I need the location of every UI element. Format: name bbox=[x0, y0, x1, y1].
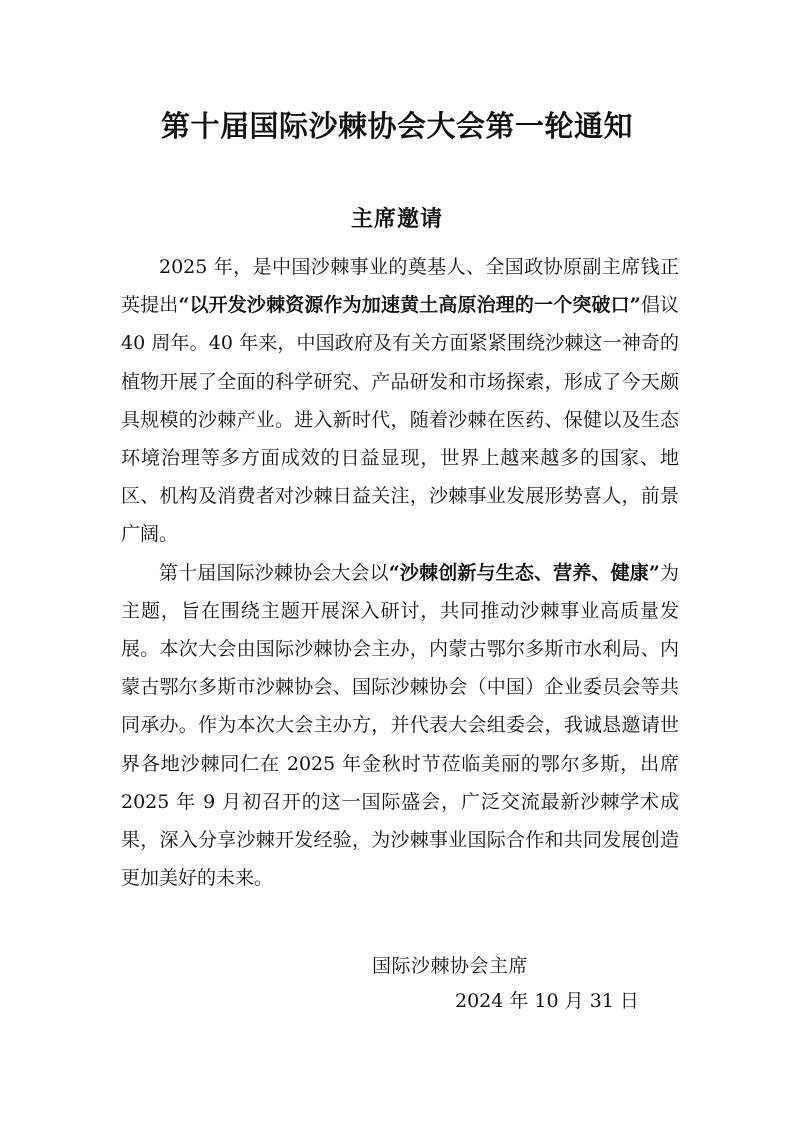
paragraph-2-text-after: 为主题，旨在围绕主题开展深入研讨，共同推动沙棘事业高质量发展。本次大会由国际沙棘协会主办，内蒙古鄂尔多斯市水利局、内蒙古鄂尔多斯市沙棘协会、国际沙棘协会（中国）企业委员会等共同承办。作为本次大会主办方，并代表大会组委会，我诚恳邀请世界各地沙棘同仁在 2025 年金秋时节莅临美丽的鄂尔多斯，出席 2025 年 9 月初召开的这一国际盛会，广泛交流最新沙棘学术成果，深入分享沙棘开发经验，为沙棘事业国际合作和共同发展创造更加美好的未来。 bbox=[121, 561, 679, 890]
signature: 国际沙棘协会主席 bbox=[372, 955, 529, 977]
paragraph-2-emphasis: “沙棘创新与生态、营养、健康” bbox=[388, 561, 660, 584]
document-title: 第十届国际沙棘协会大会第一轮通知 bbox=[160, 109, 633, 143]
paragraph-1-text-after: 倡议 40 周年。40 年来，中国政府及有关方面紧紧围绕沙棘这一神奇的植物开展了全面的科学研究、产品研发和市场探索，形成了今天颇具规模的沙棘产业。进入新时代，随着沙棘在医药、保健以及生态环境治理等多方面成效的日益显现，世界上越来越多的国家、地区、机构及消费者对沙棘日益关注，沙棘事业发展形势喜人，前景广阔。 bbox=[121, 294, 679, 546]
signature-date: 2024 年 10 月 31 日 bbox=[455, 990, 639, 1012]
paragraph-2 bbox=[121, 554, 679, 898]
paragraph-1-emphasis: “以开发沙棘资源作为加速黄土高原治理的一个突破口” bbox=[178, 294, 641, 317]
paragraph-1-text-before: 2025 年，是中国沙棘事业的奠基人、全国政协原副主席钱正英提出 bbox=[121, 256, 679, 317]
paragraph-2-text-before: 第十届国际沙棘协会大会以 bbox=[159, 561, 389, 584]
paragraph-1 bbox=[121, 248, 679, 554]
section-heading: 主席邀请 bbox=[350, 206, 443, 232]
letter-body bbox=[121, 248, 679, 897]
